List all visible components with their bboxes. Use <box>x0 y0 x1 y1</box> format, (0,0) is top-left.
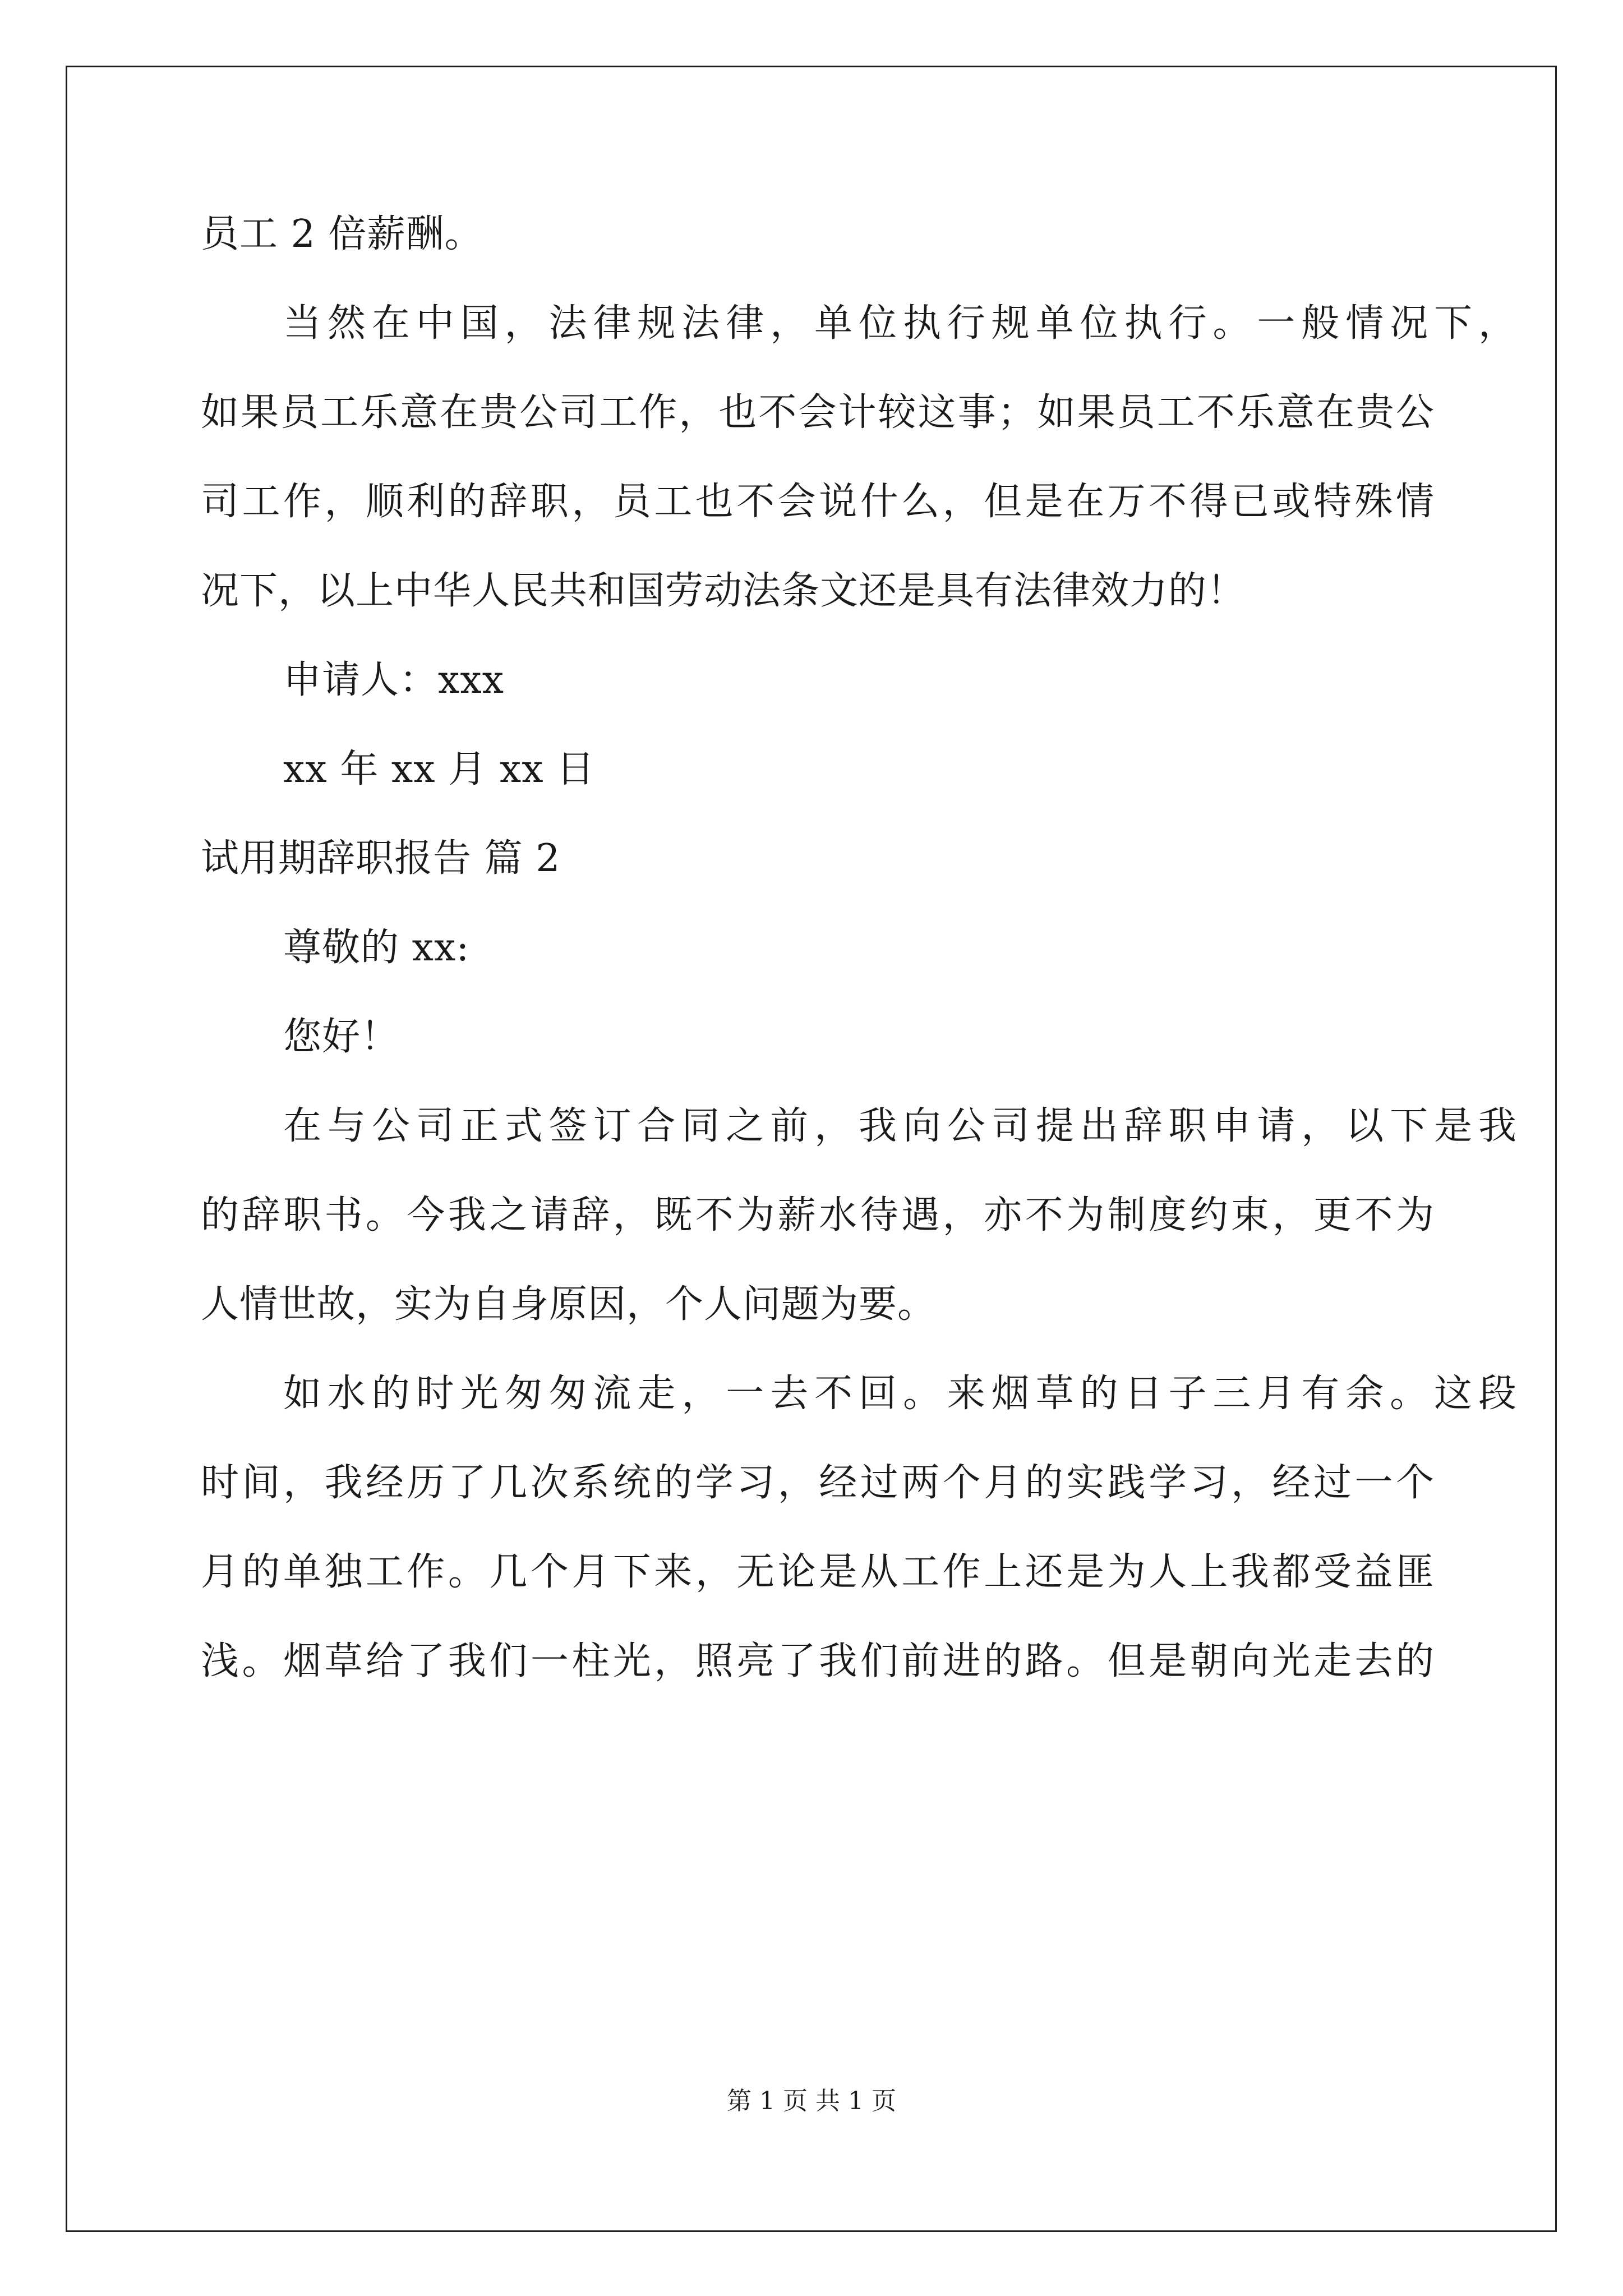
paragraph-line: 如水的时光匆匆流走，一去不回。来烟草的日子三月有余。这段 <box>283 1372 1517 1416</box>
paragraph-line: 月的单独工作。几个月下来，无论是从工作上还是为人上我都受益匪 <box>201 1550 1435 1594</box>
paragraph-line: 的辞职书。今我之请辞，既不为薪水待遇，亦不为制度约束，更不为 <box>201 1193 1435 1237</box>
paragraph-line: 在与公司正式签订合同之前，我向公司提出辞职申请，以下是我 <box>283 1104 1517 1148</box>
paragraph-line: 人情世故，实为自身原因，个人问题为要。 <box>201 1282 937 1327</box>
paragraph-line: 如果员工乐意在贵公司工作，也不会计较这事；如果员工不乐意在贵公 <box>201 390 1435 435</box>
document-body <box>201 212 1517 1728</box>
applicant-line: 申请人：xxx <box>283 658 505 702</box>
paragraph-line: 浅。烟草给了我们一柱光，照亮了我们前进的路。但是朝向光走去的 <box>201 1639 1435 1683</box>
section-heading: 试用期辞职报告 篇 2 <box>201 836 561 881</box>
greeting: 您好！ <box>283 1015 400 1059</box>
paragraph-line: 况下，以上中华人民共和国劳动法条文还是具有法律效力的！ <box>201 569 1246 613</box>
paragraph-line: 员工 2 倍薪酬。 <box>201 212 483 256</box>
date-line: xx 年 xx 月 xx 日 <box>283 747 596 792</box>
paragraph-line: 司工作，顺利的辞职，员工也不会说什么，但是在万不得已或特殊情 <box>201 480 1435 524</box>
page-footer: 第 1 页 共 1 页 <box>727 2087 896 2115</box>
paragraph-line: 当然在中国，法律规法律，单位执行规单位执行。一般情况下， <box>283 301 1517 346</box>
salutation: 尊敬的 xx: <box>283 926 470 970</box>
paragraph-line: 时间，我经历了几次系统的学习，经过两个月的实践学习，经过一个 <box>201 1461 1435 1505</box>
